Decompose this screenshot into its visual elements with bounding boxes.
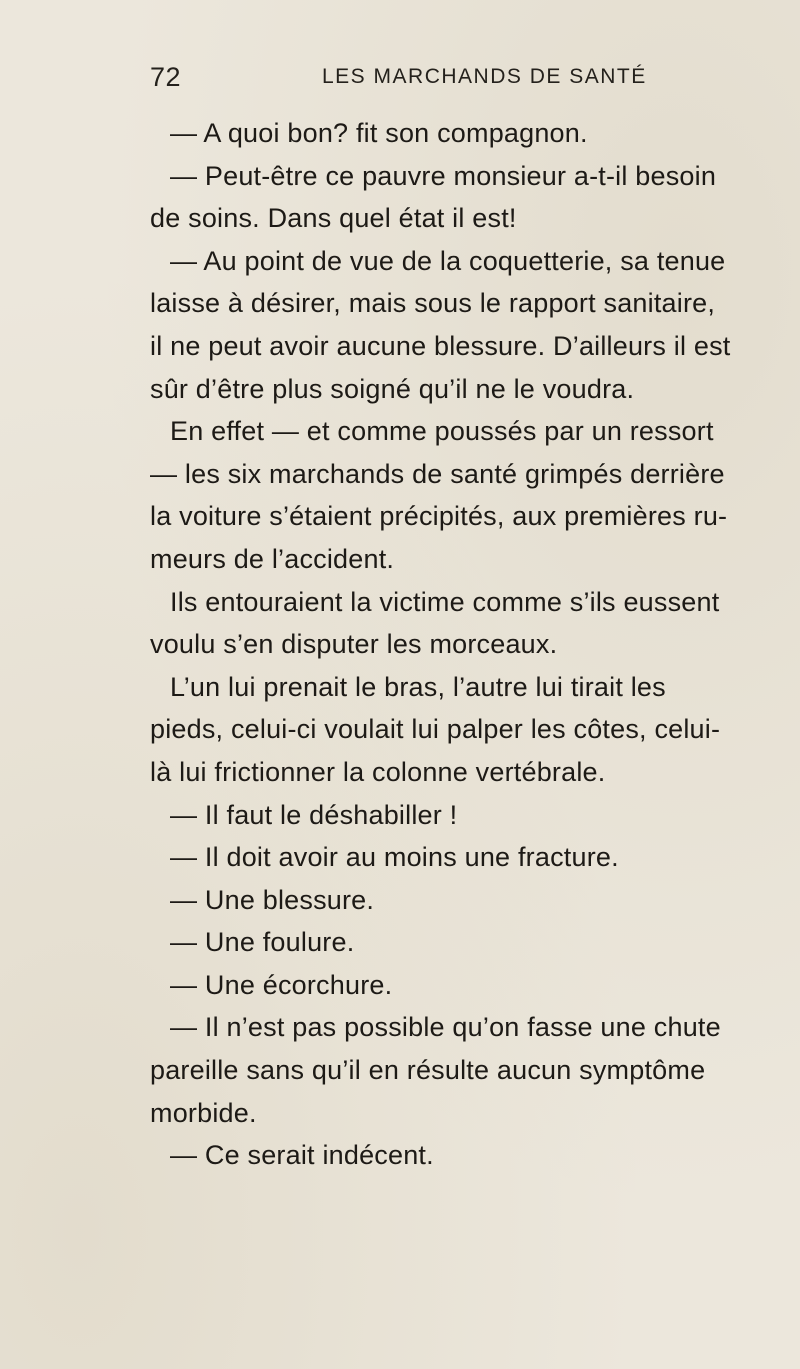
- text-line: — Ce serait indécent.: [170, 1140, 434, 1171]
- text-line: Ils entouraient la victime comme s’ils eussent: [170, 586, 720, 617]
- text-line: meurs de l’accident.: [150, 543, 395, 574]
- text-line: il ne peut avoir aucune blessure. D’ailleurs il est: [150, 330, 731, 361]
- text-line: pareille sans qu’il en résulte aucun symptôme: [150, 1055, 706, 1086]
- text-line: — Au point de vue de la coquetterie, sa tenue: [170, 245, 726, 276]
- text-line: — Il n’est pas possible qu’on fasse une chute: [170, 1012, 721, 1043]
- text-line: — Peut-être ce pauvre monsieur a-t-il besoin: [170, 160, 717, 191]
- text-line: — les six marchands de santé grimpés derrière: [150, 458, 725, 489]
- running-head: [150, 62, 710, 92]
- text-line: — Une blessure.: [170, 884, 375, 915]
- text-line: — Une foulure.: [170, 927, 355, 958]
- text-line: laisse à désirer, mais sous le rapport sanitaire,: [150, 288, 716, 319]
- text-line: L’un lui prenait le bras, l’autre lui tirait les: [170, 671, 666, 702]
- running-title: LES MARCHANDS DE SANTÉ: [322, 65, 647, 88]
- text-line: pieds, celui-ci voulait lui palper les côtes, celui-: [150, 714, 721, 745]
- text-line: voulu s’en disputer les morceaux.: [150, 629, 558, 660]
- text-line: — A quoi bon? fit son compagnon.: [170, 118, 588, 148]
- text-line: de soins. Dans quel état il est!: [150, 203, 517, 234]
- text-line: sûr d’être plus soigné qu’il ne le voudra.: [150, 373, 635, 404]
- text-line: la voiture s’étaient précipités, aux premières ru-: [150, 501, 728, 532]
- text-line: — Une écorchure.: [170, 969, 393, 1000]
- body-text: [150, 112, 790, 1177]
- text-line: En effet — et comme poussés par un ressort: [170, 416, 714, 447]
- text-line: — Il faut le déshabiller !: [170, 799, 458, 830]
- text-line: morbide.: [150, 1097, 257, 1128]
- page-number: 72: [150, 62, 182, 92]
- text-line: — Il doit avoir au moins une fracture.: [170, 842, 619, 873]
- text-line: là lui frictionner la colonne vertébrale.: [150, 756, 606, 787]
